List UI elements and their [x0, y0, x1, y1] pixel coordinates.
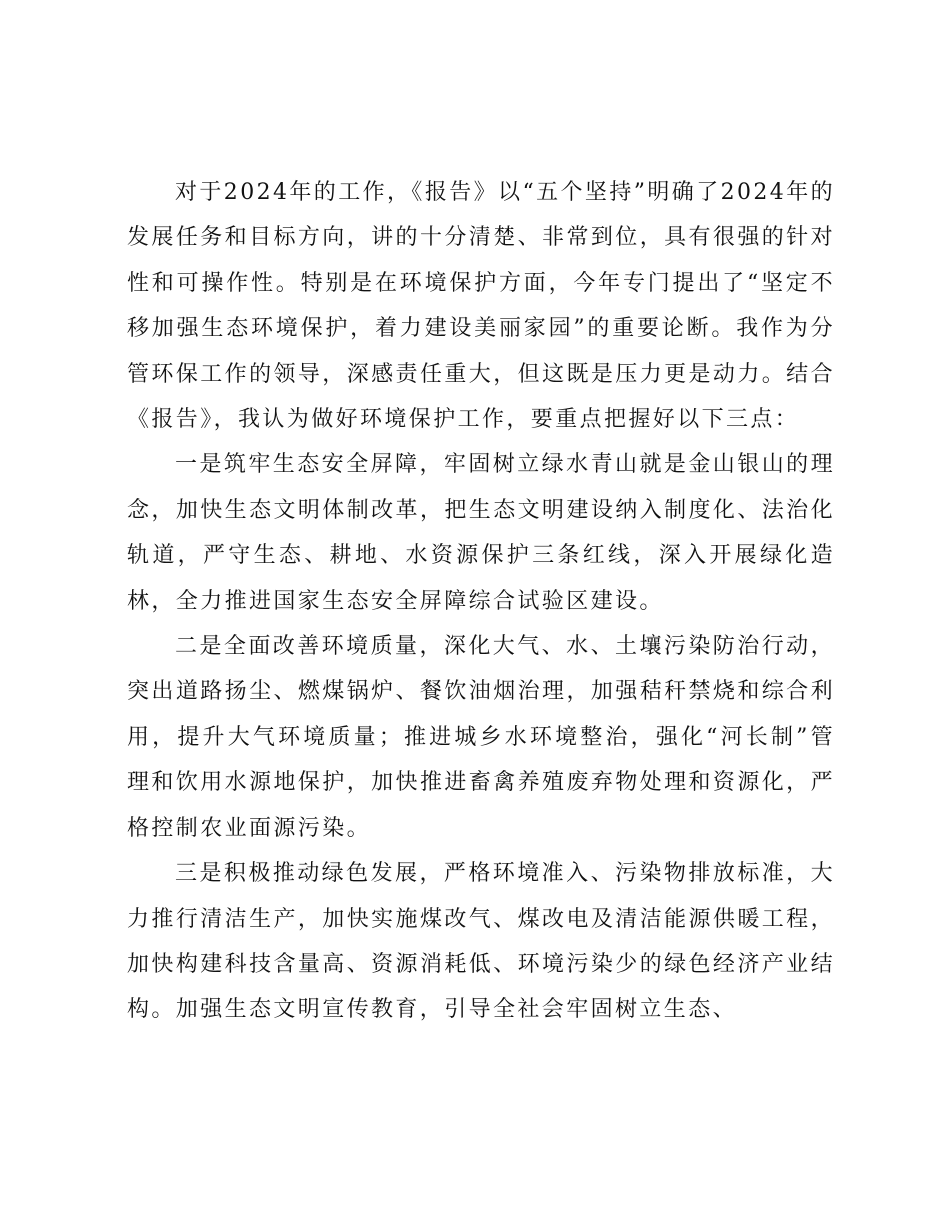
- paragraph-point-two: 二是全面改善环境质量，深化大气、水、土壤污染防治行动，突出道路扬尘、燃煤锅炉、餐饮油烟治理，加强秸秆禁烧和综合利用，提升大气环境质量；推进城乡水环境整治，强化“河长制”管理和饮用水源地保护，加快推进畜禽养殖废弃物处理和资源化，严格控制农业面源污染。: [127, 634, 835, 841]
- paragraph-point-three: 三是积极推动绿色发展，严格环境准入、污染物排放标准，大力推行清洁生产，加快实施煤改气、煤改电及清洁能源供暖工程，加快构建科技含量高、资源消耗低、环境污染少的绿色经济产业结构。加强生态文明宣传教育，引导全社会牢固树立生态、: [127, 861, 835, 1023]
- paragraph-intro: 对于2024年的工作，《报告》以“五个坚持”明确了2024年的发展任务和目标方向，讲的十分清楚、非常到位，具有很强的针对性和可操作性。特别是在环境保护方面，今年专门提出了“坚定不移加强生态环境保护，着力建设美丽家园”的重要论断。我作为分管环保工作的领导，深感责任重大，但这既是压力更是动力。结合《报告》，我认为做好环境保护工作，要重点把握好以下三点：: [127, 180, 835, 433]
- document-body: [127, 170, 835, 1033]
- paragraph-point-one: 一是筑牢生态安全屏障，牢固树立绿水青山就是金山银山的理念，加快生态文明体制改革，把生态文明建设纳入制度化、法治化轨道，严守生态、耕地、水资源保护三条红线，深入开展绿化造林，全力推进国家生态安全屏障综合试验区建设。: [127, 452, 835, 614]
